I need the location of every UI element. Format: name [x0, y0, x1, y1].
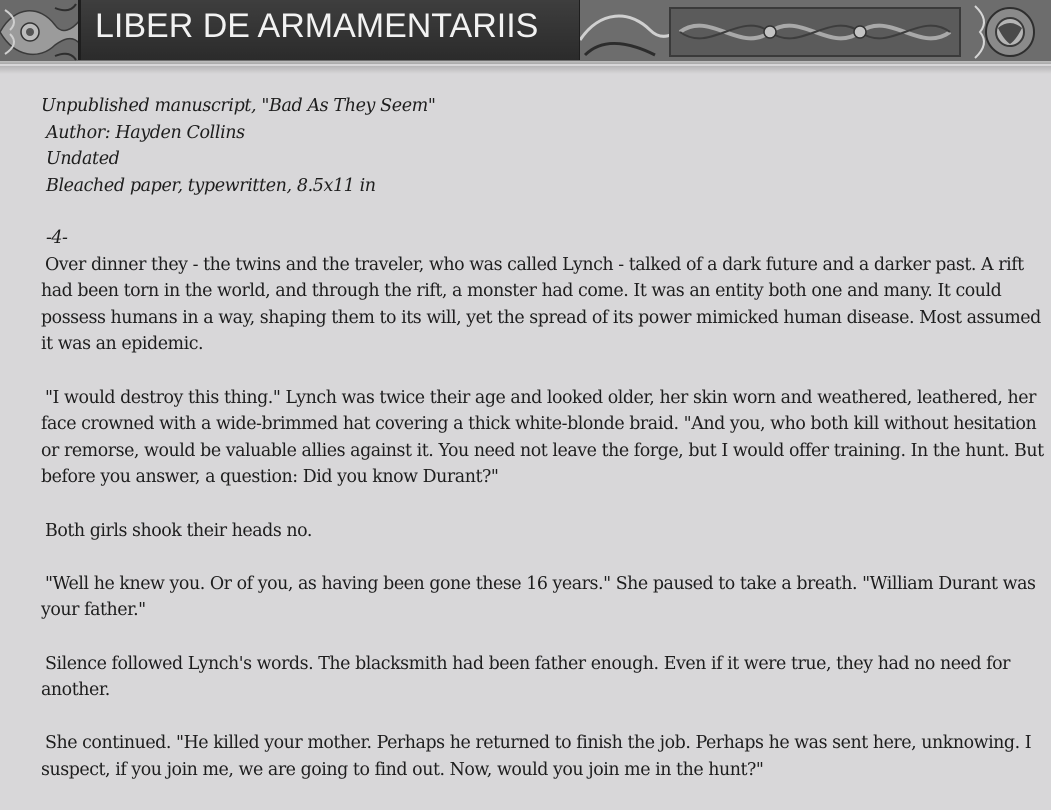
medium-line: Bleached paper, typewritten, 8.5x11 in [46, 175, 376, 196]
right-ornament-icon [580, 0, 1051, 64]
paragraph: Over dinner they - the twins and the traveler, who was called Lynch - talked of a dark future and a darker past. A rift had been torn in the world, and through the rift, a monster had come. It was an entity both one and many. It could possess humans in a way, shaping them to its will, yet the spread of its power mimicked human disease. Most assumed it was an epidemic. [41, 254, 1041, 355]
paragraph: Silence followed Lynch's words. The blacksmith had been father enough. Even if it were true, they had no need for another. [41, 653, 1011, 701]
page-number: -4- [46, 228, 68, 248]
date-line: Undated [46, 149, 120, 170]
header-divider [0, 61, 1051, 64]
manuscript-metadata [41, 93, 436, 199]
author-line: Author: Hayden Collins [46, 122, 245, 143]
manuscript-title-line: Unpublished manuscript, "Bad As They Seem" [41, 96, 436, 116]
header-shadow [0, 66, 1051, 74]
document-body [41, 225, 1046, 810]
left-ornament-icon [0, 0, 80, 64]
title-plate [78, 0, 582, 60]
paragraph: Both girls shook their heads no. [45, 520, 312, 541]
paragraph: "Well he knew you. Or of you, as having been gone these 16 years." She paused to take a breath. "William Durant was your father." [41, 573, 1036, 621]
page-title: LIBER DE ARMAMENTARIIS [95, 7, 539, 45]
header-banner [0, 0, 1051, 64]
paragraph: "I would destroy this thing." Lynch was twice their age and looked older, her skin worn and weathered, leathered, her face crowned with a wide-brimmed hat covering a thick white-blonde braid. "And you, who both kill without hesitation or remorse, would be valuable allies against it. You need not leave the forge, but I would offer training. In the hunt. But before you answer, a question: Did you know Durant?" [41, 387, 1044, 488]
paragraph: She continued. "He killed your mother. Perhaps he returned to finish the job. Perhaps he was sent here, unknowing. I suspect, if you join me, we are going to find out. Now, would you join me in the hunt?" [41, 733, 1032, 780]
